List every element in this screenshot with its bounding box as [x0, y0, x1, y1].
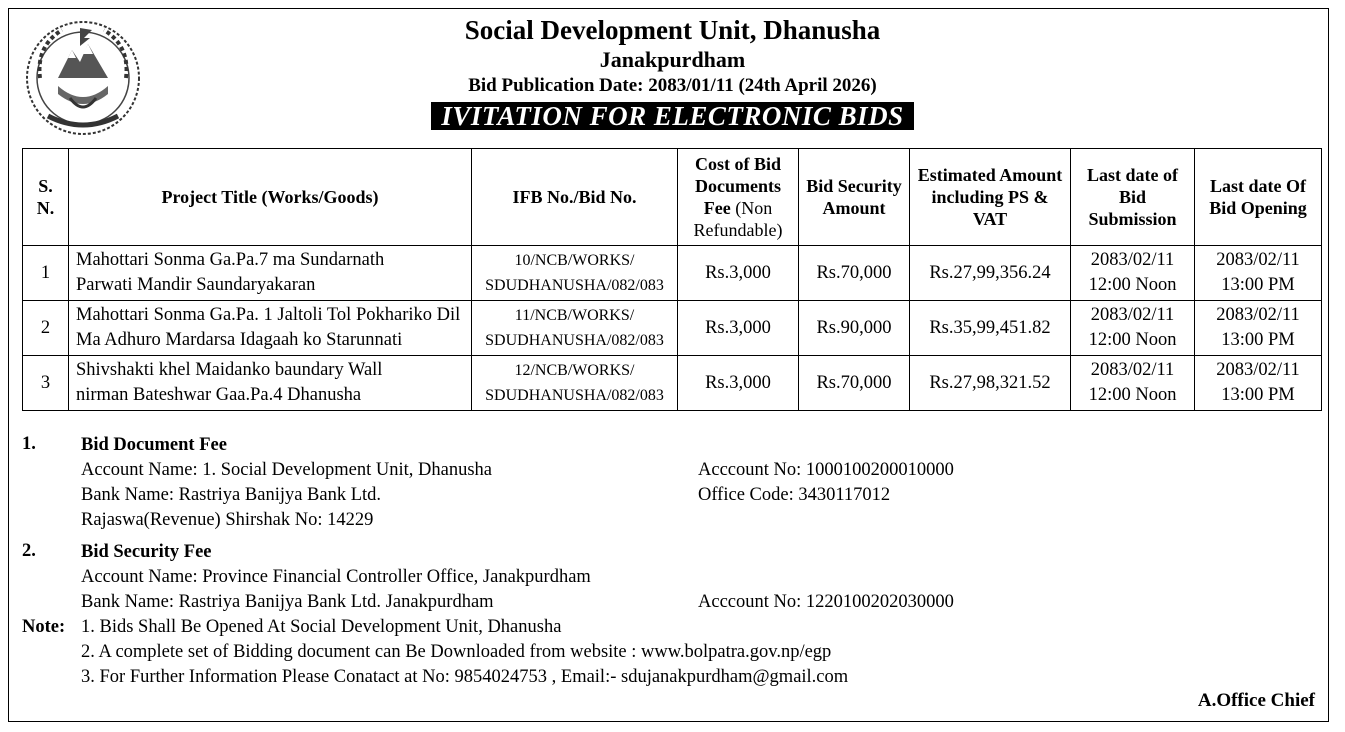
security-account-name: Account Name: Province Financial Controller Office, Janakpurdham — [81, 567, 591, 587]
col-header-project: Project Title (Works/Goods) — [69, 149, 472, 246]
invitation-banner: IVITATION FOR ELECTRONIC BIDS — [431, 102, 913, 130]
fee-account-name: Account Name: 1. Social Development Unit, Dhanusha — [81, 460, 493, 480]
note-label: Note: — [22, 617, 66, 637]
cell-opening: 2083/02/11 13:00 PM — [1195, 301, 1322, 356]
publication-date: Bid Publication Date: 2083/01/11 (24th April 2026) — [468, 75, 877, 96]
cell-submission: 2083/02/11 12:00 Noon — [1071, 356, 1195, 411]
cell-security: Rs.70,000 — [799, 356, 910, 411]
security-account-number: Acccount No: 1220100202030000 — [698, 592, 954, 612]
signature: A.Office Chief — [1197, 690, 1315, 711]
security-bank-name: Bank Name: Rastriya Banijya Bank Ltd. Janakpurdham — [81, 592, 494, 612]
fee-office-code: Office Code: 3430117012 — [698, 485, 891, 505]
section-number: 2. — [22, 541, 36, 561]
table-header-row — [23, 149, 1322, 246]
cell-sn: 1 — [23, 246, 69, 301]
col-header-ifb: IFB No./Bid No. — [472, 149, 678, 246]
note-item: 1. Bids Shall Be Opened At Social Development Unit, Dhanusha — [81, 617, 562, 637]
table-row — [23, 301, 1322, 356]
section-number: 1. — [22, 434, 36, 454]
note-item: 2. A complete set of Bidding document can Be Downloaded from website : www.bolpatra.gov.np/egp — [81, 642, 832, 662]
cell-cost: Rs.3,000 — [678, 301, 799, 356]
cell-sn: 2 — [23, 301, 69, 356]
section-heading: Bid Document Fee — [81, 435, 227, 455]
page-title: Social Development Unit, Dhanusha — [464, 15, 881, 45]
cell-sn: 3 — [23, 356, 69, 411]
cell-ifb: 10/NCB/WORKS/ SDUDHANUSHA/082/083 — [472, 246, 678, 301]
header — [0, 14, 1345, 130]
col-header-opening: Last date Of Bid Opening — [1195, 149, 1322, 246]
cell-estimated: Rs.35,99,451.82 — [910, 301, 1071, 356]
cell-project-title: Mahottari Sonma Ga.Pa.7 ma Sundarnath Parwati Mandir Saundaryakaran — [69, 246, 472, 301]
cell-estimated: Rs.27,98,321.52 — [910, 356, 1071, 411]
col-header-cost: Cost of Bid Documents Fee (Non Refundable) — [678, 149, 799, 246]
cell-security: Rs.90,000 — [799, 301, 910, 356]
cell-cost: Rs.3,000 — [678, 246, 799, 301]
fee-bank-name: Bank Name: Rastriya Banijya Bank Ltd. — [81, 485, 382, 505]
note-item: 3. For Further Information Please Conatact at No: 9854024753 , Email:- sdujanakpurdham@gmail.com — [81, 667, 849, 687]
cell-project-title: Shivshakti khel Maidanko baundary Wall nirman Bateshwar Gaa.Pa.4 Dhanusha — [69, 356, 472, 411]
table-row — [23, 356, 1322, 411]
cell-security: Rs.70,000 — [799, 246, 910, 301]
cell-opening: 2083/02/11 13:00 PM — [1195, 246, 1322, 301]
table-row — [23, 246, 1322, 301]
cell-project-title: Mahottari Sonma Ga.Pa. 1 Jaltoli Tol Pokhariko Dil Ma Adhuro Mardarsa Idagaah ko Starunnati — [69, 301, 472, 356]
fee-account-number: Acccount No: 1000100200010000 — [698, 460, 954, 480]
col-header-submission: Last date of Bid Submission — [1071, 149, 1195, 246]
cell-ifb: 12/NCB/WORKS/ SDUDHANUSHA/082/083 — [472, 356, 678, 411]
fee-revenue-code: Rajaswa(Revenue) Shirshak No: 14229 — [81, 510, 374, 530]
col-header-sn: S. N. — [23, 149, 69, 246]
col-header-estimated: Estimated Amount including PS & VAT — [910, 149, 1071, 246]
bids-table — [22, 148, 1322, 411]
cell-submission: 2083/02/11 12:00 Noon — [1071, 301, 1195, 356]
cell-opening: 2083/02/11 13:00 PM — [1195, 356, 1322, 411]
cell-estimated: Rs.27,99,356.24 — [910, 246, 1071, 301]
cell-submission: 2083/02/11 12:00 Noon — [1071, 246, 1195, 301]
section-heading: Bid Security Fee — [81, 542, 212, 562]
page-subtitle: Janakpurdham — [599, 47, 746, 72]
cell-ifb: 11/NCB/WORKS/ SDUDHANUSHA/082/083 — [472, 301, 678, 356]
cell-cost: Rs.3,000 — [678, 356, 799, 411]
col-header-security: Bid Security Amount — [799, 149, 910, 246]
